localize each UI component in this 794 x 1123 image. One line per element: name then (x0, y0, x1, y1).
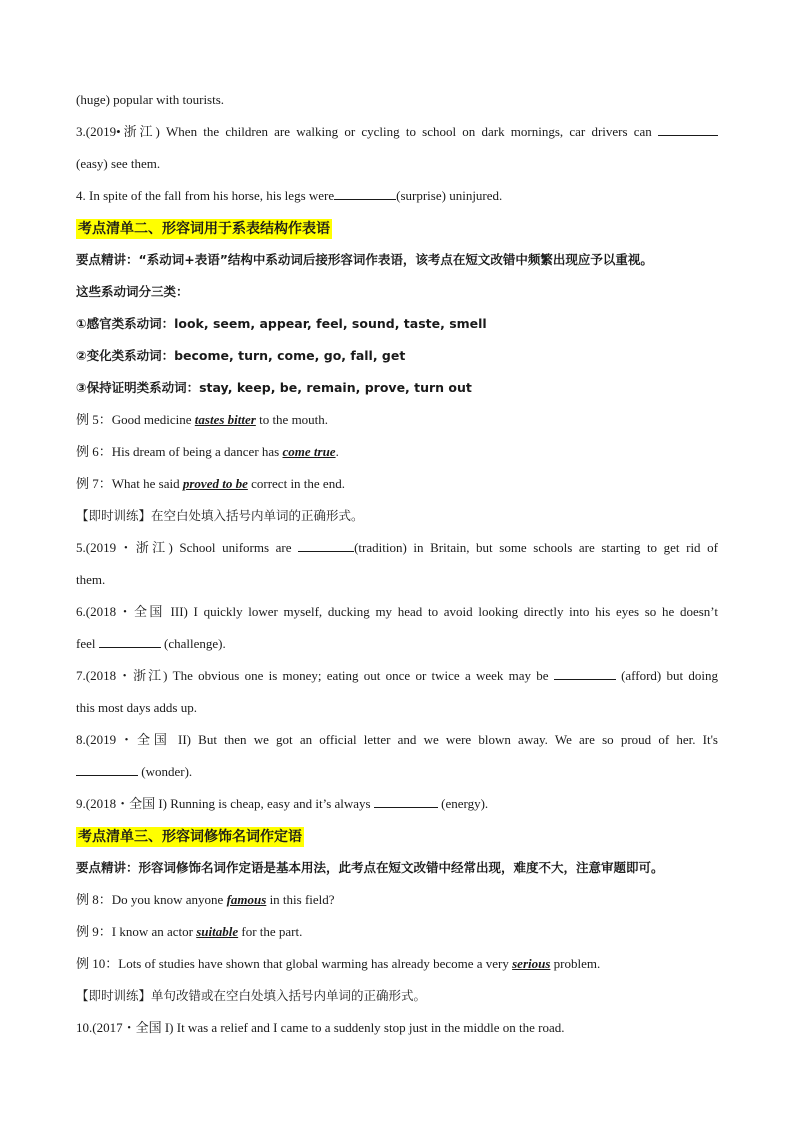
example-answer: proved to be (182, 476, 248, 491)
question-4: 4. In spite of the fall from his horse, his legs were (surprise) uninjured. (76, 188, 503, 203)
document-page (76, 84, 718, 1044)
key-note: 要点精讲：形容词修饰名词作定语是基本用法，此考点在短文改错中经常出现，难度不大，注意审题即可。 (76, 860, 664, 875)
question-3: 3.(2019•浙江) When the children are walking or cycling to school on dark mornings, car drivers can (76, 116, 718, 148)
example-5: 例 5：Good medicine tastes bitter to the mouth. (76, 412, 329, 427)
section-title: 考点清单二、形容词用于系表结构作表语 (78, 221, 330, 238)
text-line: feel (challenge). (76, 636, 226, 651)
category-2: ②变化类系动词：become, turn, come, go, fall, get (76, 348, 406, 363)
q2-continuation: (huge) popular with tourists. (76, 92, 225, 107)
question-10: 10.(2017・全国 I) It was a relief and I came to a suddenly stop just in the middle on the road. (76, 1020, 565, 1035)
example-answer: tastes bitter (194, 412, 256, 427)
question-9: 9.(2018・全国 I) Running is cheap, easy and it’s always (energy). (76, 796, 489, 811)
practice-instruction: 【即时训练】单句改错或在空白处填入括号内单词的正确形式。 (76, 988, 427, 1003)
section-title: 考点清单三、形容词修饰名词作定语 (78, 829, 302, 846)
answer-blank[interactable] (298, 538, 354, 552)
category-3: ③保持证明类系动词：stay, keep, be, remain, prove, turn out (76, 380, 472, 395)
example-7: 例 7：What he said proved to be correct in the end. (76, 476, 345, 491)
intro-line: 这些系动词分三类： (76, 284, 189, 299)
answer-blank[interactable] (554, 666, 616, 680)
example-answer: famous (226, 892, 267, 907)
text-line: (easy) see them. (76, 156, 161, 171)
category-1: ①感官类系动词：look, seem, appear, feel, sound, taste, smell (76, 316, 487, 331)
answer-blank[interactable] (99, 634, 161, 648)
example-answer: suitable (196, 924, 239, 939)
answer-blank[interactable] (374, 794, 438, 808)
text-line: this most days adds up. (76, 700, 197, 715)
key-note: 要点精讲：“系动词+表语”结构中系动词后接形容词作表语，该考点在短文改错中频繁出现应予以重视。 (76, 252, 653, 267)
practice-instruction: 【即时训练】在空白处填入括号内单词的正确形式。 (76, 508, 364, 523)
example-8: 例 8：Do you know anyone famous in this field? (76, 892, 335, 907)
example-6: 例 6：His dream of being a dancer has come true. (76, 444, 339, 459)
answer-blank[interactable] (658, 122, 718, 136)
answer-blank[interactable] (76, 762, 138, 776)
section-heading-3 (76, 820, 718, 852)
example-answer: serious (512, 956, 551, 971)
text-line: (wonder). (76, 756, 718, 788)
text-line: them. (76, 572, 106, 587)
example-9: 例 9：I know an actor suitable for the part. (76, 924, 303, 939)
example-10: 例 10：Lots of studies have shown that global warming has already become a very serious problem. (76, 956, 601, 971)
section-heading-2 (76, 212, 718, 244)
text-line (76, 84, 718, 116)
question-8: 8.(2019・全国 II) But then we got an official letter and we were blown away. We are so proud of her. It's (76, 732, 718, 747)
example-answer: come true (282, 444, 336, 459)
answer-blank[interactable] (334, 186, 396, 200)
question-7: 7.(2018・浙江) The obvious one is money; eating out once or twice a week may be (afford) but doing (76, 668, 718, 683)
question-6: 6.(2018・全国 III) I quickly lower myself, ducking my head to avoid looking directly into his eyes so he doesn’t (76, 604, 718, 619)
question-5: 5.(2019・浙江) School uniforms are (tradition) in Britain, but some schools are starting to get rid of (76, 540, 718, 555)
